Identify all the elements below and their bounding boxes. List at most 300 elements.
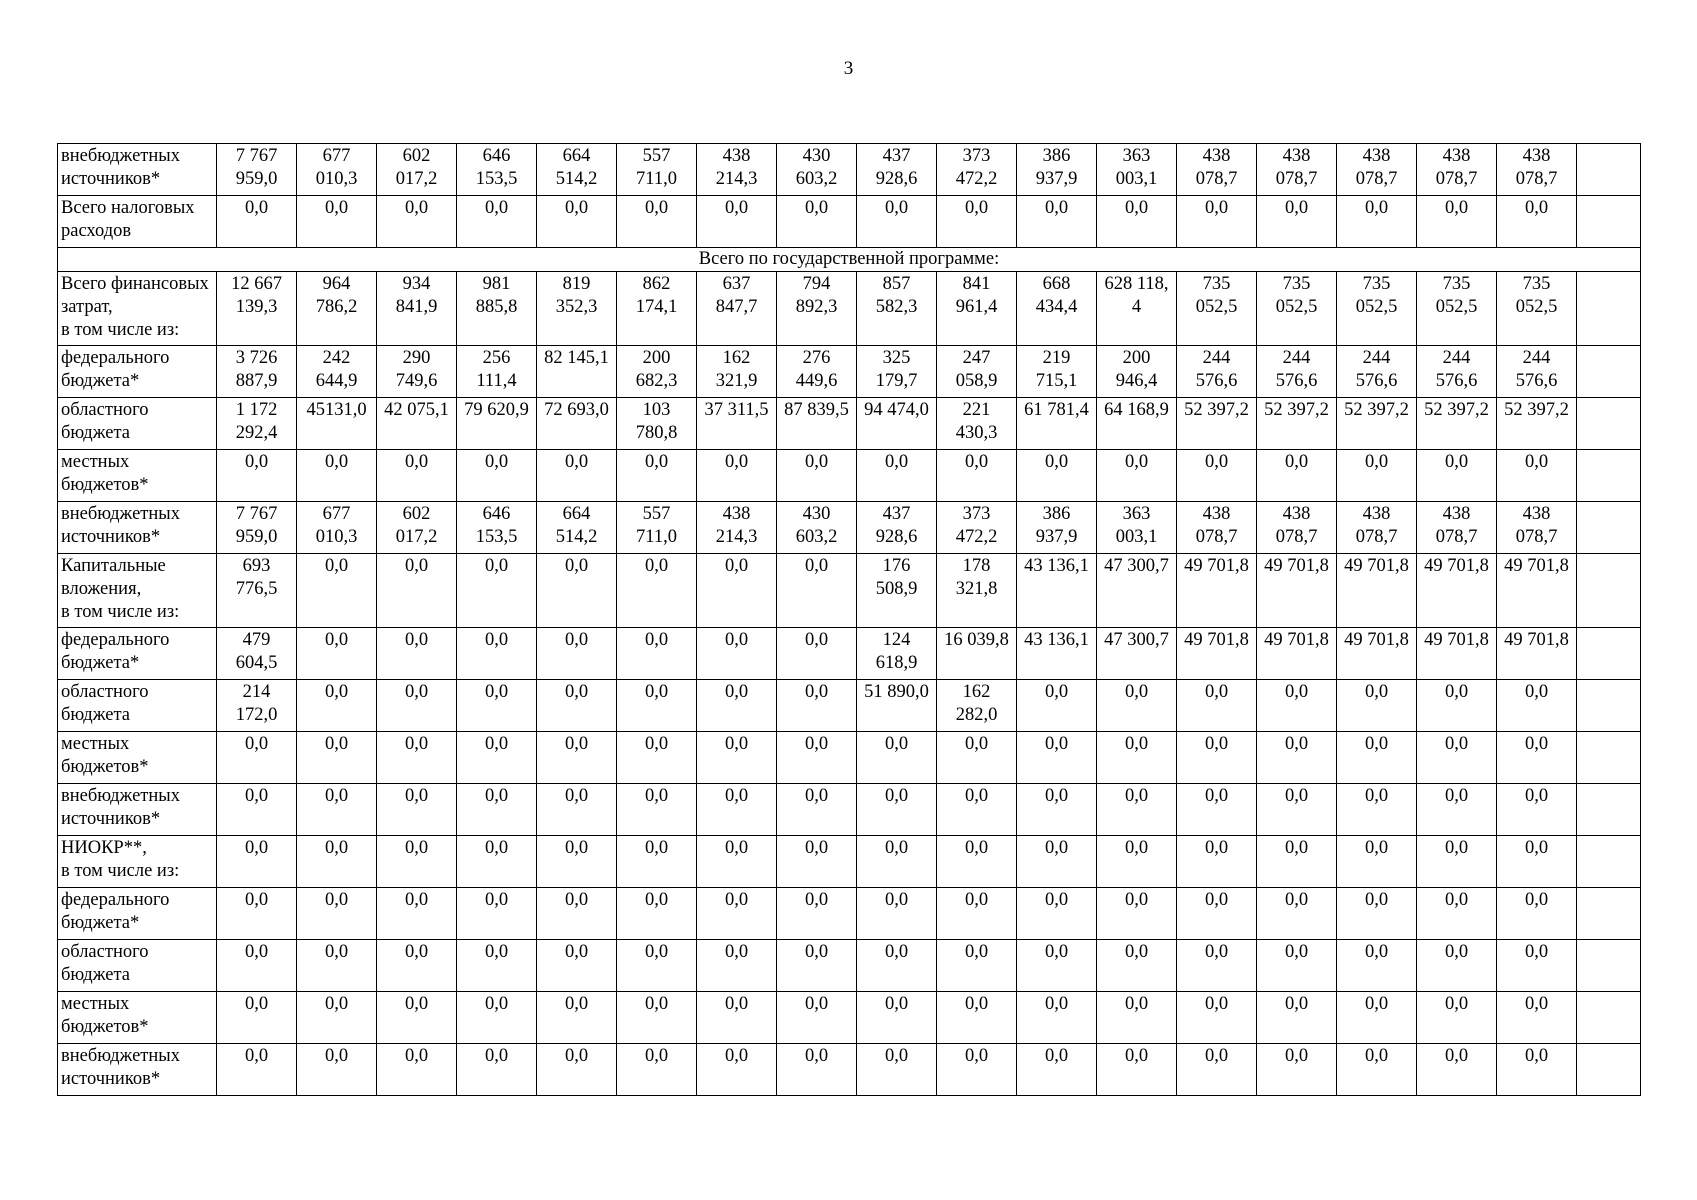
value-cell	[1337, 784, 1417, 836]
section-title: Всего по государственной программе:	[58, 248, 1641, 272]
value-cell	[537, 680, 617, 732]
value-line: 664	[562, 504, 591, 524]
value-line: 0,0	[324, 198, 349, 218]
value-cell	[1017, 992, 1097, 1044]
financing-table	[57, 143, 1641, 1096]
value-line: 010,3	[315, 527, 358, 547]
value-line: 200	[642, 348, 671, 368]
value-line: 078,7	[1275, 169, 1318, 189]
value-cell	[1017, 346, 1097, 398]
value-cell	[217, 888, 297, 940]
value-line: 0,0	[804, 630, 829, 650]
value-line: 0,0	[724, 198, 749, 218]
value-cell	[1337, 680, 1417, 732]
value-cell	[297, 272, 377, 346]
value-line: 017,2	[395, 169, 438, 189]
value-line: 0,0	[1284, 682, 1309, 702]
value-line: 0,0	[1204, 838, 1229, 858]
value-line: 0,0	[1124, 1046, 1149, 1066]
value-line: 7 767	[235, 146, 278, 166]
value-line: 003,1	[1115, 527, 1158, 547]
value-line: 0,0	[964, 198, 989, 218]
value-line: 0,0	[724, 890, 749, 910]
value-cell	[1417, 680, 1497, 732]
value-line: 0,0	[1444, 1046, 1469, 1066]
value-cell	[1257, 680, 1337, 732]
value-cell	[1417, 554, 1497, 628]
value-line: 0,0	[1204, 734, 1229, 754]
value-line: 0,0	[244, 1046, 269, 1066]
value-cell	[457, 398, 537, 450]
value-cell	[1337, 628, 1417, 680]
value-line: 0,0	[724, 734, 749, 754]
value-line: 0,0	[1204, 942, 1229, 962]
value-cell	[1097, 836, 1177, 888]
value-line: 0,0	[1044, 994, 1069, 1014]
row-label-line: источников*	[61, 809, 161, 829]
value-line: 0,0	[484, 786, 509, 806]
value-line: 276	[802, 348, 831, 368]
value-line: 557	[642, 504, 671, 524]
value-line: 179,7	[875, 371, 918, 391]
value-line: 628 118,	[1104, 274, 1169, 294]
value-line: 242	[322, 348, 351, 368]
value-line: 0,0	[804, 198, 829, 218]
value-line: 003,1	[1115, 169, 1158, 189]
value-line: 862	[642, 274, 671, 294]
value-cell	[697, 398, 777, 450]
value-line: 0,0	[564, 734, 589, 754]
value-cell	[937, 398, 1017, 450]
value-cell	[377, 732, 457, 784]
value-line: 0,0	[724, 942, 749, 962]
value-cell	[1177, 836, 1257, 888]
row-label-line: вложения,	[61, 579, 142, 599]
value-cell	[937, 732, 1017, 784]
value-line: 49 701,8	[1504, 556, 1569, 576]
value-line: 0,0	[1124, 682, 1149, 702]
value-line: 0,0	[404, 890, 429, 910]
value-line: 87 839,5	[784, 400, 849, 420]
value-line: 437	[882, 146, 911, 166]
value-line: 0,0	[564, 630, 589, 650]
value-line: 49 701,8	[1184, 630, 1249, 650]
value-line: 0,0	[804, 994, 829, 1014]
value-line: 139,3	[235, 297, 278, 317]
value-cell	[1577, 554, 1641, 628]
value-cell	[457, 554, 537, 628]
value-cell	[857, 398, 937, 450]
value-line: 668	[1042, 274, 1071, 294]
value-cell	[537, 398, 617, 450]
value-cell	[297, 196, 377, 248]
table-row	[58, 836, 1641, 888]
value-line: 0,0	[804, 890, 829, 910]
value-line: 0,0	[1444, 838, 1469, 858]
table-row	[58, 398, 1641, 450]
value-line: 0,0	[1284, 786, 1309, 806]
value-cell	[857, 628, 937, 680]
value-cell	[1577, 502, 1641, 554]
value-line: 0,0	[1204, 1046, 1229, 1066]
value-line: 0,0	[644, 838, 669, 858]
value-line: 214,3	[715, 527, 758, 547]
value-line: 1 172	[235, 400, 278, 420]
value-line: 0,0	[724, 452, 749, 472]
value-cell	[617, 940, 697, 992]
table-row	[58, 992, 1641, 1044]
value-line: 52 397,2	[1424, 400, 1489, 420]
value-line: 0,0	[1044, 452, 1069, 472]
value-cell	[1177, 992, 1257, 1044]
value-cell	[777, 398, 857, 450]
value-line: 677	[322, 504, 351, 524]
value-line: 438	[1442, 504, 1471, 524]
value-cell	[1017, 272, 1097, 346]
value-line: 735	[1362, 274, 1391, 294]
value-line: 078,7	[1355, 527, 1398, 547]
value-line: 244	[1362, 348, 1391, 368]
value-line: 0,0	[1204, 198, 1229, 218]
value-line: 0,0	[244, 994, 269, 1014]
value-line: 0,0	[1364, 1046, 1389, 1066]
value-cell	[1497, 940, 1577, 992]
table-row	[58, 502, 1641, 554]
value-cell	[1177, 680, 1257, 732]
value-line: 0,0	[1364, 890, 1389, 910]
value-line: 200	[1122, 348, 1151, 368]
value-line: 078,7	[1515, 169, 1558, 189]
value-line: 0,0	[1124, 994, 1149, 1014]
value-line: 0,0	[1444, 734, 1469, 754]
value-line: 438	[1282, 504, 1311, 524]
value-cell	[937, 272, 1017, 346]
row-label-line: бюджета	[61, 423, 130, 443]
value-line: 363	[1122, 146, 1151, 166]
value-cell	[777, 628, 857, 680]
row-label-line: Всего финансовых	[61, 274, 209, 294]
value-line: 0,0	[324, 890, 349, 910]
value-line: 0,0	[1124, 452, 1149, 472]
value-cell	[1017, 888, 1097, 940]
value-cell	[377, 680, 457, 732]
table-row	[58, 888, 1641, 940]
value-cell	[1017, 144, 1097, 196]
value-line: 0,0	[1364, 838, 1389, 858]
value-cell	[1017, 450, 1097, 502]
value-line: 602	[402, 146, 431, 166]
value-cell	[1337, 940, 1417, 992]
table-row	[58, 450, 1641, 502]
value-cell	[937, 680, 1017, 732]
value-cell	[377, 346, 457, 398]
value-cell	[217, 450, 297, 502]
value-cell	[1097, 398, 1177, 450]
value-cell	[1577, 628, 1641, 680]
row-label-line: областного	[61, 400, 149, 420]
value-line: 0,0	[244, 786, 269, 806]
value-line: 603,2	[795, 527, 838, 547]
value-line: 0,0	[964, 994, 989, 1014]
value-cell	[617, 992, 697, 1044]
value-cell	[377, 196, 457, 248]
value-cell	[1497, 836, 1577, 888]
value-line: 0,0	[324, 630, 349, 650]
value-line: 438	[1202, 504, 1231, 524]
value-line: 776,5	[235, 579, 278, 599]
value-cell	[217, 680, 297, 732]
value-cell	[1257, 450, 1337, 502]
value-line: 52 397,2	[1264, 400, 1329, 420]
value-line: 49 701,8	[1184, 556, 1249, 576]
value-cell	[697, 680, 777, 732]
value-cell	[1257, 272, 1337, 346]
value-line: 0,0	[804, 838, 829, 858]
value-line: 887,9	[235, 371, 278, 391]
table-row	[58, 732, 1641, 784]
value-line: 45131,0	[306, 400, 367, 420]
value-line: 176	[882, 556, 911, 576]
value-line: 0,0	[484, 942, 509, 962]
value-line: 47 300,7	[1104, 556, 1169, 576]
value-line: 576,6	[1355, 371, 1398, 391]
value-line: 325	[882, 348, 911, 368]
value-cell	[1497, 1044, 1577, 1096]
value-line: 0,0	[1204, 890, 1229, 910]
value-cell	[617, 628, 697, 680]
value-cell	[937, 836, 1017, 888]
value-cell	[1177, 398, 1257, 450]
value-line: 0,0	[1124, 838, 1149, 858]
section-header-group	[58, 248, 1641, 272]
row-label-line: внебюджетных	[61, 504, 180, 524]
value-line: 0,0	[1524, 1046, 1549, 1066]
value-cell	[1097, 272, 1177, 346]
value-line: 438	[1522, 146, 1551, 166]
table-body-top	[58, 144, 1641, 248]
value-cell	[777, 1044, 857, 1096]
value-cell	[1417, 346, 1497, 398]
value-line: 0,0	[1284, 942, 1309, 962]
value-line: 437	[882, 504, 911, 524]
value-line: 449,6	[795, 371, 838, 391]
value-cell	[1577, 346, 1641, 398]
table-row	[58, 144, 1641, 196]
value-cell	[1097, 144, 1177, 196]
value-cell	[537, 940, 617, 992]
value-cell	[857, 784, 937, 836]
value-line: 43 136,1	[1024, 556, 1089, 576]
value-line: 885,8	[475, 297, 518, 317]
value-line: 0,0	[1124, 198, 1149, 218]
value-cell	[1417, 732, 1497, 784]
value-cell	[1017, 784, 1097, 836]
value-cell	[1097, 680, 1177, 732]
value-line: 0,0	[484, 838, 509, 858]
value-line: 078,7	[1275, 527, 1318, 547]
row-label	[58, 628, 217, 680]
value-line: 386	[1042, 504, 1071, 524]
value-cell	[217, 272, 297, 346]
value-line: 0,0	[1524, 838, 1549, 858]
value-line: 79 620,9	[464, 400, 529, 420]
value-cell	[217, 940, 297, 992]
value-line: 282,0	[955, 705, 998, 725]
value-line: 052,5	[1435, 297, 1478, 317]
value-cell	[1337, 502, 1417, 554]
value-line: 0,0	[724, 786, 749, 806]
value-cell	[1097, 1044, 1177, 1096]
value-line: 981	[482, 274, 511, 294]
value-cell	[1177, 1044, 1257, 1096]
table-row	[58, 680, 1641, 732]
value-line: 124	[882, 630, 911, 650]
value-cell	[777, 346, 857, 398]
value-cell	[1417, 398, 1497, 450]
value-cell	[457, 502, 537, 554]
value-line: 0,0	[484, 1046, 509, 1066]
value-cell	[537, 628, 617, 680]
value-line: 0,0	[1444, 786, 1469, 806]
value-cell	[377, 144, 457, 196]
value-line: 841	[962, 274, 991, 294]
value-line: 0,0	[1364, 786, 1389, 806]
value-cell	[617, 144, 697, 196]
value-line: 321,8	[955, 579, 998, 599]
value-line: 0,0	[724, 1046, 749, 1066]
value-cell	[1337, 144, 1417, 196]
value-cell	[1497, 628, 1577, 680]
value-cell	[537, 144, 617, 196]
value-line: 438	[722, 146, 751, 166]
value-line: 0,0	[1124, 734, 1149, 754]
table-row	[58, 940, 1641, 992]
value-line: 010,3	[315, 169, 358, 189]
value-line: 0,0	[1284, 452, 1309, 472]
value-line: 0,0	[404, 556, 429, 576]
value-line: 0,0	[324, 734, 349, 754]
value-line: 0,0	[644, 942, 669, 962]
value-line: 0,0	[1444, 942, 1469, 962]
value-line: 0,0	[324, 838, 349, 858]
value-cell	[1577, 888, 1641, 940]
value-cell	[1097, 992, 1177, 1044]
value-line: 174,1	[635, 297, 678, 317]
value-line: 0,0	[1204, 682, 1229, 702]
value-line: 0,0	[1524, 786, 1549, 806]
value-line: 0,0	[1284, 890, 1309, 910]
value-line: 0,0	[484, 452, 509, 472]
row-label	[58, 784, 217, 836]
value-line: 0,0	[1524, 682, 1549, 702]
value-line: 438	[1362, 146, 1391, 166]
value-line: 937,9	[1035, 527, 1078, 547]
row-label	[58, 1044, 217, 1096]
row-label-line: федерального	[61, 890, 170, 910]
value-line: 52 397,2	[1184, 400, 1249, 420]
value-cell	[537, 450, 617, 502]
value-cell	[857, 346, 937, 398]
value-line: 178	[962, 556, 991, 576]
value-line: 892,3	[795, 297, 838, 317]
value-line: 0,0	[1364, 198, 1389, 218]
row-label-line: источников*	[61, 169, 161, 189]
value-line: 0,0	[964, 734, 989, 754]
value-cell	[937, 888, 1017, 940]
value-cell	[1417, 450, 1497, 502]
value-line: 0,0	[404, 734, 429, 754]
value-line: 0,0	[564, 942, 589, 962]
value-cell	[937, 1044, 1017, 1096]
value-line: 0,0	[884, 994, 909, 1014]
value-line: 0,0	[1364, 734, 1389, 754]
value-line: 221	[962, 400, 991, 420]
value-cell	[697, 628, 777, 680]
value-cell	[1337, 346, 1417, 398]
value-cell	[1177, 144, 1257, 196]
value-line: 7 767	[235, 504, 278, 524]
row-label-line: федерального	[61, 630, 170, 650]
value-cell	[1257, 888, 1337, 940]
value-line: 0,0	[484, 682, 509, 702]
value-cell	[1577, 1044, 1641, 1096]
value-line: 61 781,4	[1024, 400, 1089, 420]
value-cell	[297, 554, 377, 628]
value-cell	[777, 680, 857, 732]
value-line: 0,0	[564, 682, 589, 702]
row-label-line: местных	[61, 452, 130, 472]
value-line: 172,0	[235, 705, 278, 725]
value-cell	[1017, 628, 1097, 680]
value-line: 078,7	[1355, 169, 1398, 189]
value-cell	[697, 502, 777, 554]
value-line: 0,0	[804, 452, 829, 472]
value-cell	[1417, 272, 1497, 346]
value-cell	[937, 940, 1017, 992]
value-line: 153,5	[475, 527, 518, 547]
value-line: 841,9	[395, 297, 438, 317]
value-line: 162	[962, 682, 991, 702]
value-cell	[457, 888, 537, 940]
value-cell	[1097, 940, 1177, 992]
value-line: 438	[1202, 146, 1231, 166]
value-cell	[617, 554, 697, 628]
value-cell	[297, 398, 377, 450]
row-label	[58, 398, 217, 450]
value-line: 0,0	[724, 838, 749, 858]
value-cell	[857, 502, 937, 554]
value-cell	[1577, 992, 1641, 1044]
value-line: 0,0	[1444, 994, 1469, 1014]
value-cell	[937, 450, 1017, 502]
value-cell	[1417, 144, 1497, 196]
value-line: 602	[402, 504, 431, 524]
value-cell	[617, 398, 697, 450]
value-cell	[457, 680, 537, 732]
row-label	[58, 346, 217, 398]
value-line: 72 693,0	[544, 400, 609, 420]
value-line: 0,0	[1524, 942, 1549, 962]
value-cell	[857, 554, 937, 628]
table-body-program-total	[58, 272, 1641, 1096]
value-cell	[1417, 784, 1497, 836]
section-header-row	[58, 248, 1641, 272]
value-cell	[1337, 196, 1417, 248]
value-line: 438	[1282, 146, 1311, 166]
value-line: 0,0	[564, 838, 589, 858]
table-row	[58, 628, 1641, 680]
value-line: 078,7	[1515, 527, 1558, 547]
